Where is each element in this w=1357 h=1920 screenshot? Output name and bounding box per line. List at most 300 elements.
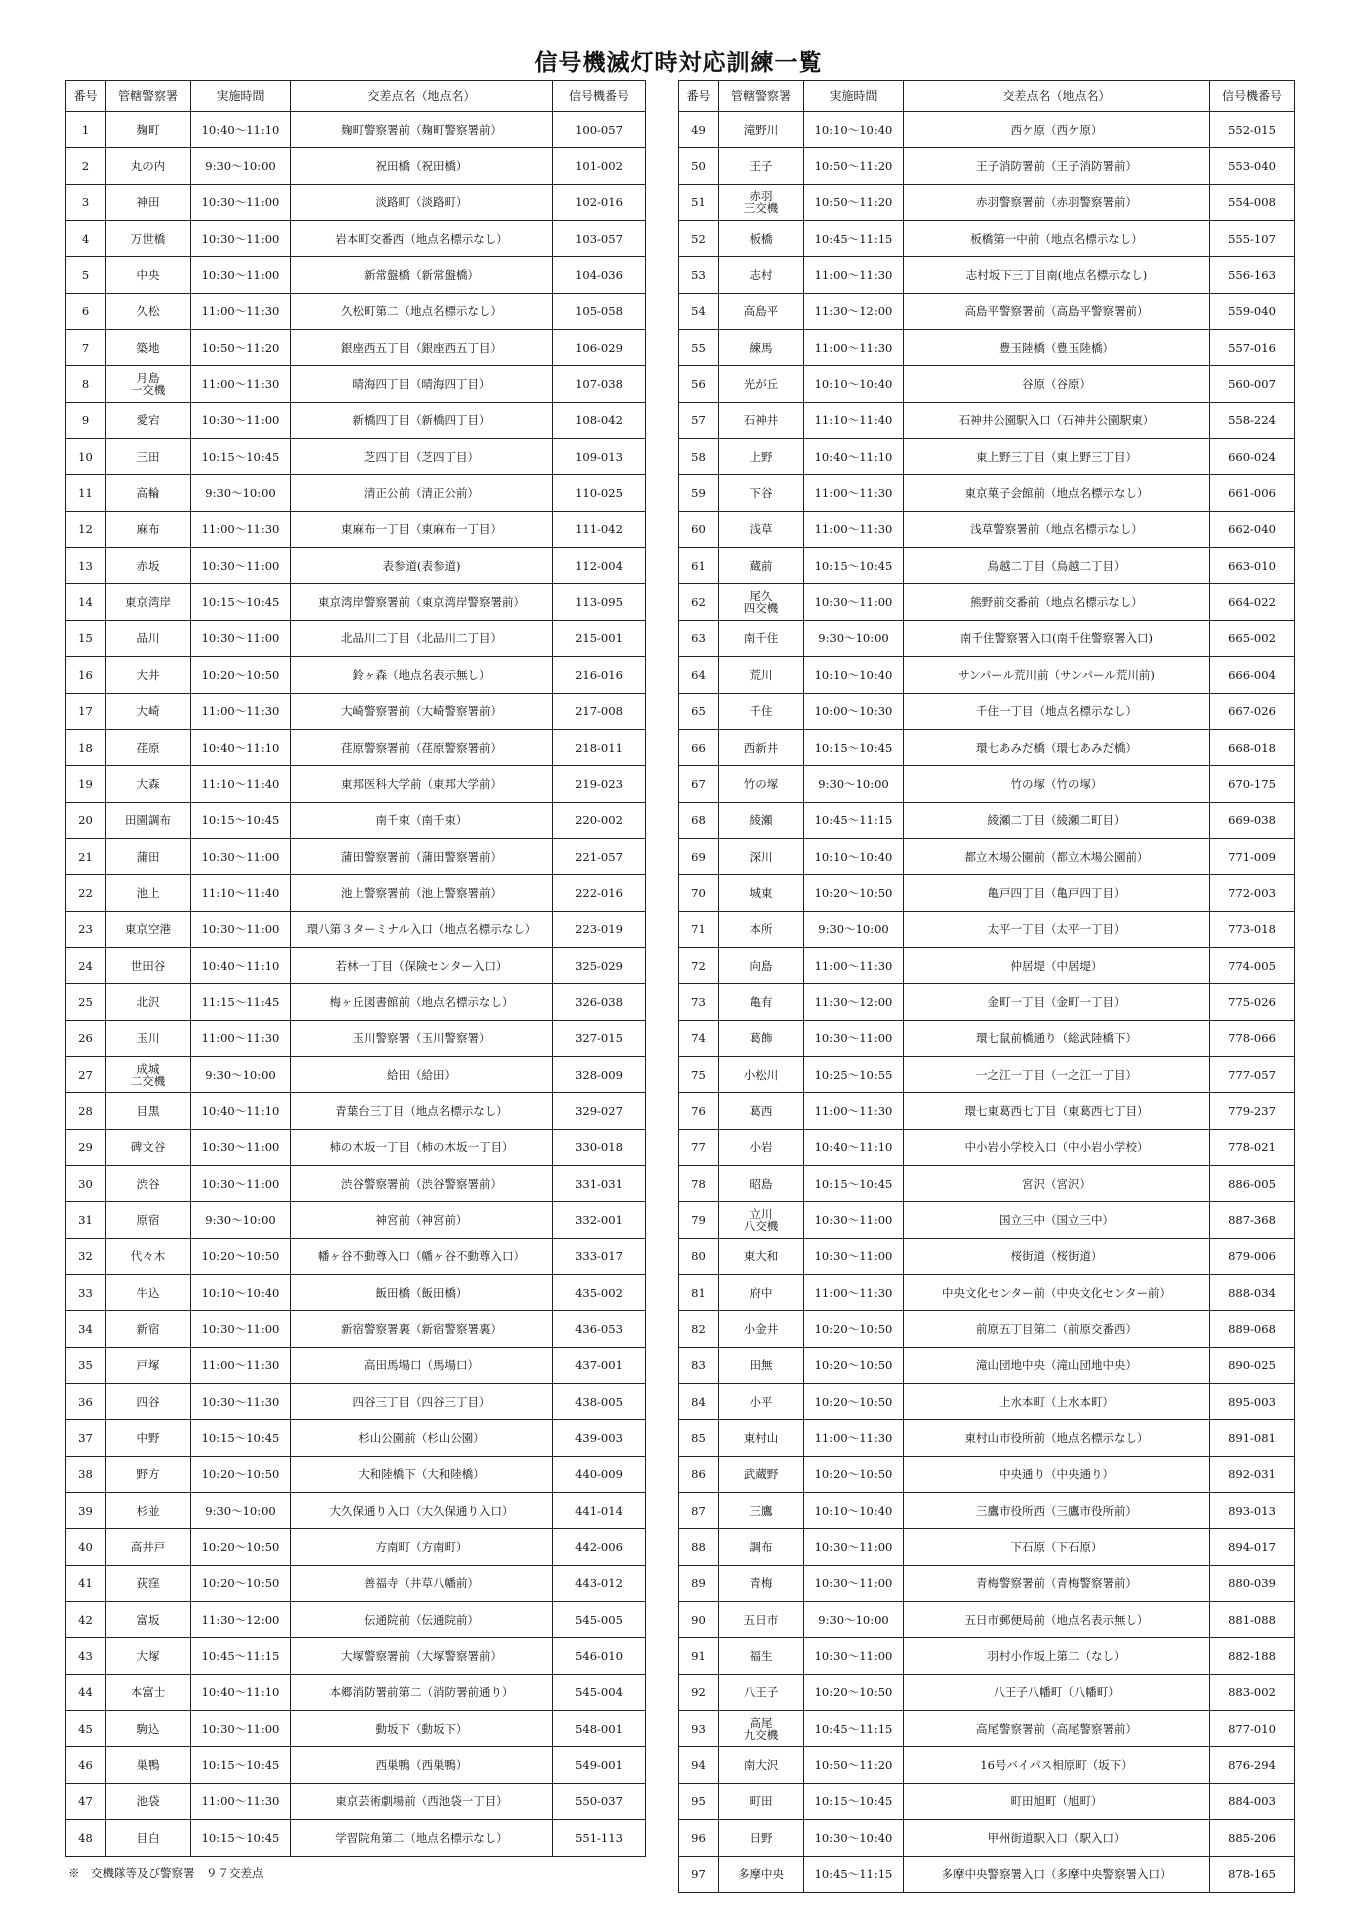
police-station: 尾久 四交機	[719, 584, 804, 620]
intersection-name: 東京芸術劇場前（西池袋一丁目）	[291, 1783, 553, 1819]
intersection-name: 池上警察署前（池上警察署前）	[291, 875, 553, 911]
row-number: 57	[679, 402, 719, 438]
police-station: 東京空港	[106, 911, 191, 947]
signal-number: 554-008	[1210, 184, 1295, 220]
intersection-name: 赤羽警察署前（赤羽警察署前）	[904, 184, 1210, 220]
police-station: 目白	[106, 1820, 191, 1856]
table-row	[66, 548, 646, 584]
signal-number: 775-026	[1210, 984, 1295, 1020]
signal-number: 331-031	[553, 1165, 646, 1201]
signal-number: 108-042	[553, 402, 646, 438]
signal-number: 778-021	[1210, 1129, 1295, 1165]
intersection-name: 神宮前（神宮前）	[291, 1202, 553, 1238]
intersection-name: 仲居堤（中居堤）	[904, 947, 1210, 983]
table-row	[679, 620, 1295, 656]
training-time: 10:50～11:20	[804, 148, 904, 184]
intersection-name: 都立木場公園前（都立木場公園前）	[904, 838, 1210, 874]
table-row	[66, 1674, 646, 1710]
training-time: 10:30～11:00	[191, 548, 291, 584]
table-row	[679, 1783, 1295, 1819]
header-intersection: 交差点名（地点名）	[904, 81, 1210, 112]
row-number: 42	[66, 1602, 106, 1638]
signal-number: 104-036	[553, 257, 646, 293]
signal-number: 102-016	[553, 184, 646, 220]
table-row	[679, 330, 1295, 366]
intersection-name: 高尾警察署前（高尾警察署前）	[904, 1711, 1210, 1747]
intersection-name: 東麻布一丁目（東麻布一丁目）	[291, 511, 553, 547]
row-number: 89	[679, 1565, 719, 1601]
police-station: 葛西	[719, 1093, 804, 1129]
header-time: 実施時間	[191, 81, 291, 112]
table-row	[66, 802, 646, 838]
signal-number: 892-031	[1210, 1456, 1295, 1492]
intersection-name: 一之江一丁目（一之江一丁目）	[904, 1056, 1210, 1092]
signal-number: 106-029	[553, 330, 646, 366]
row-number: 52	[679, 221, 719, 257]
intersection-name: 動坂下（動坂下）	[291, 1711, 553, 1747]
signal-number: 880-039	[1210, 1565, 1295, 1601]
training-time: 10:10～10:40	[191, 1275, 291, 1311]
row-number: 59	[679, 475, 719, 511]
intersection-name: 鈴ヶ森（地点名表示無し）	[291, 657, 553, 693]
training-time: 11:00～11:30	[804, 257, 904, 293]
table-row	[66, 838, 646, 874]
signal-number: 551-113	[553, 1820, 646, 1856]
table-row	[66, 221, 646, 257]
signal-number: 884-003	[1210, 1783, 1295, 1819]
table-row	[66, 1747, 646, 1783]
police-station: 高井戸	[106, 1529, 191, 1565]
table-row	[66, 1493, 646, 1529]
training-time: 11:00～11:30	[191, 366, 291, 402]
police-station: 中野	[106, 1420, 191, 1456]
signal-number: 881-088	[1210, 1602, 1295, 1638]
training-time: 10:15～10:45	[191, 1420, 291, 1456]
intersection-name: 高田馬場口（馬場口）	[291, 1347, 553, 1383]
table-row	[679, 184, 1295, 220]
signal-number: 882-188	[1210, 1638, 1295, 1674]
police-station: 杉並	[106, 1493, 191, 1529]
table-row	[66, 366, 646, 402]
police-station: 池袋	[106, 1783, 191, 1819]
training-time: 10:30～11:00	[191, 620, 291, 656]
header-police-station: 管轄警察署	[719, 81, 804, 112]
row-number: 5	[66, 257, 106, 293]
table-row	[66, 1384, 646, 1420]
intersection-name: 羽村小作坂上第二（なし）	[904, 1638, 1210, 1674]
intersection-name: 幡ヶ谷不動尊入口（幡ヶ谷不動尊入口）	[291, 1238, 553, 1274]
signal-number: 436-053	[553, 1311, 646, 1347]
header-intersection: 交差点名（地点名）	[291, 81, 553, 112]
table-row	[679, 1493, 1295, 1529]
signal-number: 545-004	[553, 1674, 646, 1710]
intersection-name: 東邦医科大学前（東邦大学前）	[291, 766, 553, 802]
police-station: 中央	[106, 257, 191, 293]
row-number: 56	[679, 366, 719, 402]
table-header-row	[66, 81, 646, 112]
row-number: 6	[66, 293, 106, 329]
table-row	[679, 729, 1295, 765]
table-row	[66, 875, 646, 911]
row-number: 7	[66, 330, 106, 366]
training-time: 10:40～11:10	[191, 1674, 291, 1710]
signal-number: 890-025	[1210, 1347, 1295, 1383]
row-number: 67	[679, 766, 719, 802]
police-station: 蒲田	[106, 838, 191, 874]
signal-number: 437-001	[553, 1347, 646, 1383]
row-number: 27	[66, 1056, 106, 1092]
signal-number: 876-294	[1210, 1747, 1295, 1783]
signal-number: 332-001	[553, 1202, 646, 1238]
police-station: 立川 八交機	[719, 1202, 804, 1238]
police-station: 上野	[719, 439, 804, 475]
intersection-name: 五日市郵便局前（地点名表示無し）	[904, 1602, 1210, 1638]
police-station: 浅草	[719, 511, 804, 547]
table-row	[66, 1093, 646, 1129]
row-number: 58	[679, 439, 719, 475]
police-station: 五日市	[719, 1602, 804, 1638]
police-station: 原宿	[106, 1202, 191, 1238]
police-station: 練馬	[719, 330, 804, 366]
row-number: 45	[66, 1711, 106, 1747]
table-row	[679, 1020, 1295, 1056]
row-number: 76	[679, 1093, 719, 1129]
table-row	[679, 1747, 1295, 1783]
training-time: 10:40～11:10	[191, 112, 291, 148]
row-number: 32	[66, 1238, 106, 1274]
training-time: 10:10～10:40	[804, 112, 904, 148]
row-number: 23	[66, 911, 106, 947]
training-time: 10:20～10:50	[191, 1238, 291, 1274]
training-time: 10:45～11:15	[191, 1638, 291, 1674]
training-time: 10:30～11:00	[191, 221, 291, 257]
signal-number: 441-014	[553, 1493, 646, 1529]
signal-number: 553-040	[1210, 148, 1295, 184]
row-number: 18	[66, 729, 106, 765]
police-station: 麹町	[106, 112, 191, 148]
signal-number: 111-042	[553, 511, 646, 547]
signal-number: 878-165	[1210, 1856, 1295, 1892]
signal-number: 550-037	[553, 1783, 646, 1819]
intersection-name: 岩本町交番西（地点名標示なし）	[291, 221, 553, 257]
row-number: 66	[679, 729, 719, 765]
training-table-left	[65, 80, 646, 1857]
intersection-name: 豊玉陸橋（豊玉陸橋）	[904, 330, 1210, 366]
signal-number: 665-002	[1210, 620, 1295, 656]
police-station: 小松川	[719, 1056, 804, 1092]
police-station: 大井	[106, 657, 191, 693]
police-station: 南大沢	[719, 1747, 804, 1783]
police-station: 北沢	[106, 984, 191, 1020]
row-number: 16	[66, 657, 106, 693]
police-station: 西新井	[719, 729, 804, 765]
police-station: 碑文谷	[106, 1129, 191, 1165]
police-station: 城東	[719, 875, 804, 911]
training-time: 10:30～11:00	[804, 1529, 904, 1565]
training-time: 10:10～10:40	[804, 838, 904, 874]
intersection-name: 中央文化センター前（中央文化センター前）	[904, 1275, 1210, 1311]
training-time: 10:00～10:30	[804, 693, 904, 729]
training-time: 11:00～11:30	[804, 475, 904, 511]
signal-number: 779-237	[1210, 1093, 1295, 1129]
training-time: 10:45～11:15	[804, 221, 904, 257]
row-number: 35	[66, 1347, 106, 1383]
row-number: 41	[66, 1565, 106, 1601]
table-row	[679, 439, 1295, 475]
police-station: 三田	[106, 439, 191, 475]
intersection-name: 銀座西五丁目（銀座西五丁目）	[291, 330, 553, 366]
row-number: 19	[66, 766, 106, 802]
police-station: 日野	[719, 1820, 804, 1856]
police-station: 八王子	[719, 1674, 804, 1710]
training-time: 10:20～10:50	[804, 875, 904, 911]
signal-number: 670-175	[1210, 766, 1295, 802]
training-time: 10:10～10:40	[804, 1493, 904, 1529]
signal-number: 221-057	[553, 838, 646, 874]
training-time: 10:20～10:50	[804, 1384, 904, 1420]
training-time: 10:30～11:00	[191, 1165, 291, 1201]
intersection-name: 多摩中央警察署入口（多摩中央警察署入口）	[904, 1856, 1210, 1892]
row-number: 17	[66, 693, 106, 729]
intersection-name: 下石原（下石原）	[904, 1529, 1210, 1565]
police-station: 深川	[719, 838, 804, 874]
training-time: 10:30～11:30	[191, 1384, 291, 1420]
intersection-name: 清正公前（清正公前）	[291, 475, 553, 511]
police-station: 昭島	[719, 1165, 804, 1201]
row-number: 20	[66, 802, 106, 838]
police-station: 渋谷	[106, 1165, 191, 1201]
police-station: 千住	[719, 693, 804, 729]
police-station: 神田	[106, 184, 191, 220]
header-time: 実施時間	[804, 81, 904, 112]
police-station: 巣鴨	[106, 1747, 191, 1783]
row-number: 13	[66, 548, 106, 584]
police-station: 東村山	[719, 1420, 804, 1456]
police-station: 四谷	[106, 1384, 191, 1420]
row-number: 14	[66, 584, 106, 620]
table-row	[66, 148, 646, 184]
intersection-name: 淡路町（淡路町）	[291, 184, 553, 220]
training-time: 10:15～10:45	[191, 802, 291, 838]
row-number: 26	[66, 1020, 106, 1056]
table-row	[66, 1202, 646, 1238]
table-row	[66, 1020, 646, 1056]
signal-number: 110-025	[553, 475, 646, 511]
row-number: 54	[679, 293, 719, 329]
intersection-name: 中央通り（中央通り）	[904, 1456, 1210, 1492]
signal-number: 546-010	[553, 1638, 646, 1674]
signal-number: 664-022	[1210, 584, 1295, 620]
table-row	[679, 1311, 1295, 1347]
table-row	[679, 1529, 1295, 1565]
signal-number: 668-018	[1210, 729, 1295, 765]
training-time: 11:00～11:30	[804, 511, 904, 547]
table-row	[679, 802, 1295, 838]
police-station: 大森	[106, 766, 191, 802]
intersection-name: 大久保通り入口（大久保通り入口）	[291, 1493, 553, 1529]
signal-number: 777-057	[1210, 1056, 1295, 1092]
row-number: 43	[66, 1638, 106, 1674]
intersection-name: 青葉台三丁目（地点名標示なし）	[291, 1093, 553, 1129]
table-row	[66, 1165, 646, 1201]
intersection-name: サンパール荒川前（サンパール荒川前)	[904, 657, 1210, 693]
signal-number: 215-001	[553, 620, 646, 656]
signal-number: 556-163	[1210, 257, 1295, 293]
intersection-name: 東京菓子会館前（地点名標示なし）	[904, 475, 1210, 511]
police-station: 竹の塚	[719, 766, 804, 802]
intersection-name: 給田（給田）	[291, 1056, 553, 1092]
table-row	[66, 1275, 646, 1311]
training-time: 11:00～11:30	[191, 1783, 291, 1819]
police-station: 福生	[719, 1638, 804, 1674]
police-station: 下谷	[719, 475, 804, 511]
header-number: 番号	[66, 81, 106, 112]
signal-number: 219-023	[553, 766, 646, 802]
row-number: 97	[679, 1856, 719, 1892]
training-time: 11:30～12:00	[804, 984, 904, 1020]
table-row	[66, 1238, 646, 1274]
intersection-name: 環七鼠前橋通り（総武陸橋下）	[904, 1020, 1210, 1056]
training-time: 10:30～11:00	[804, 1202, 904, 1238]
intersection-name: 芝四丁目（芝四丁目）	[291, 439, 553, 475]
table-row	[679, 1674, 1295, 1710]
signal-number: 440-009	[553, 1456, 646, 1492]
signal-number: 325-029	[553, 947, 646, 983]
row-number: 74	[679, 1020, 719, 1056]
table-row	[679, 1202, 1295, 1238]
police-station: 荻窪	[106, 1565, 191, 1601]
row-number: 8	[66, 366, 106, 402]
table-row	[66, 1347, 646, 1383]
intersection-name: 三鷹市役所西（三鷹市役所前）	[904, 1493, 1210, 1529]
training-time: 11:00～11:30	[804, 330, 904, 366]
row-number: 72	[679, 947, 719, 983]
table-row	[679, 257, 1295, 293]
table-row	[679, 1275, 1295, 1311]
table-row	[679, 1820, 1295, 1856]
row-number: 50	[679, 148, 719, 184]
training-time: 11:00～11:30	[804, 1275, 904, 1311]
row-number: 93	[679, 1711, 719, 1747]
row-number: 34	[66, 1311, 106, 1347]
intersection-name: 梅ヶ丘図書館前（地点名標示なし）	[291, 984, 553, 1020]
intersection-name: 上水本町（上水本町）	[904, 1384, 1210, 1420]
signal-number: 663-010	[1210, 548, 1295, 584]
intersection-name: 新橋四丁目（新橋四丁目）	[291, 402, 553, 438]
intersection-name: 四谷三丁目（四谷三丁目）	[291, 1384, 553, 1420]
signal-number: 877-010	[1210, 1711, 1295, 1747]
training-time: 10:15～10:45	[804, 548, 904, 584]
table-row	[679, 1602, 1295, 1638]
police-station: 麻布	[106, 511, 191, 547]
police-station: 成城 二交機	[106, 1056, 191, 1092]
header-signal-number: 信号機番号	[553, 81, 646, 112]
intersection-name: 久松町第二（地点名標示なし）	[291, 293, 553, 329]
police-station: 葛飾	[719, 1020, 804, 1056]
police-station: 牛込	[106, 1275, 191, 1311]
police-station: 高尾 九交機	[719, 1711, 804, 1747]
training-time: 10:45～11:15	[804, 802, 904, 838]
intersection-name: 麹町警察署前（麹町警察署前）	[291, 112, 553, 148]
training-time: 11:10～11:40	[191, 766, 291, 802]
intersection-name: 高島平警察署前（高島平警察署前）	[904, 293, 1210, 329]
signal-number: 222-016	[553, 875, 646, 911]
signal-number: 100-057	[553, 112, 646, 148]
table-header-row	[679, 81, 1295, 112]
training-time: 10:40～11:10	[804, 1129, 904, 1165]
police-station: 蔵前	[719, 548, 804, 584]
training-time: 9:30～10:00	[804, 766, 904, 802]
intersection-name: 八王子八幡町（八幡町）	[904, 1674, 1210, 1710]
row-number: 71	[679, 911, 719, 947]
police-station: 築地	[106, 330, 191, 366]
police-station: 板橋	[719, 221, 804, 257]
table-row	[66, 911, 646, 947]
row-number: 22	[66, 875, 106, 911]
intersection-name: 青梅警察署前（青梅警察署前）	[904, 1565, 1210, 1601]
intersection-name: 玉川警察署（玉川警察署）	[291, 1020, 553, 1056]
training-time: 11:00～11:30	[191, 511, 291, 547]
table-row	[66, 439, 646, 475]
training-time: 11:00～11:30	[191, 1020, 291, 1056]
training-time: 10:50～11:20	[804, 184, 904, 220]
police-station: 本富士	[106, 1674, 191, 1710]
intersection-name: 東村山市役所前（地点名標示なし）	[904, 1420, 1210, 1456]
intersection-name: 滝山団地中央（滝山団地中央）	[904, 1347, 1210, 1383]
training-time: 10:15～10:45	[191, 439, 291, 475]
training-time: 10:15～10:45	[804, 1165, 904, 1201]
signal-number: 109-013	[553, 439, 646, 475]
signal-number: 442-006	[553, 1529, 646, 1565]
police-station: 世田谷	[106, 947, 191, 983]
training-time: 10:25～10:55	[804, 1056, 904, 1092]
table-row	[66, 984, 646, 1020]
intersection-name: 大和陸橋下（大和陸橋）	[291, 1456, 553, 1492]
training-table-right	[678, 80, 1295, 1893]
training-time: 10:30～11:00	[191, 838, 291, 874]
intersection-name: 鳥越二丁目（鳥越二丁目）	[904, 548, 1210, 584]
table-row	[66, 184, 646, 220]
intersection-name: 前原五丁目第二（前原交番西）	[904, 1311, 1210, 1347]
training-time: 11:15～11:45	[191, 984, 291, 1020]
signal-number: 105-058	[553, 293, 646, 329]
signal-number: 771-009	[1210, 838, 1295, 874]
signal-number: 439-003	[553, 1420, 646, 1456]
row-number: 37	[66, 1420, 106, 1456]
training-time: 10:40～11:10	[191, 729, 291, 765]
police-station: 小平	[719, 1384, 804, 1420]
training-time: 10:40～11:10	[191, 947, 291, 983]
row-number: 25	[66, 984, 106, 1020]
table-row	[66, 257, 646, 293]
intersection-name: 飯田橋（飯田橋）	[291, 1275, 553, 1311]
row-number: 53	[679, 257, 719, 293]
signal-number: 661-006	[1210, 475, 1295, 511]
police-station: 向島	[719, 947, 804, 983]
police-station: 小金井	[719, 1311, 804, 1347]
police-station: 野方	[106, 1456, 191, 1492]
table-row	[66, 1602, 646, 1638]
signal-number: 885-206	[1210, 1820, 1295, 1856]
police-station: 目黒	[106, 1093, 191, 1129]
signal-number: 557-016	[1210, 330, 1295, 366]
row-number: 92	[679, 1674, 719, 1710]
police-station: 南千住	[719, 620, 804, 656]
intersection-name: 表参道(表参道)	[291, 548, 553, 584]
row-number: 60	[679, 511, 719, 547]
row-number: 49	[679, 112, 719, 148]
table-row	[679, 1420, 1295, 1456]
